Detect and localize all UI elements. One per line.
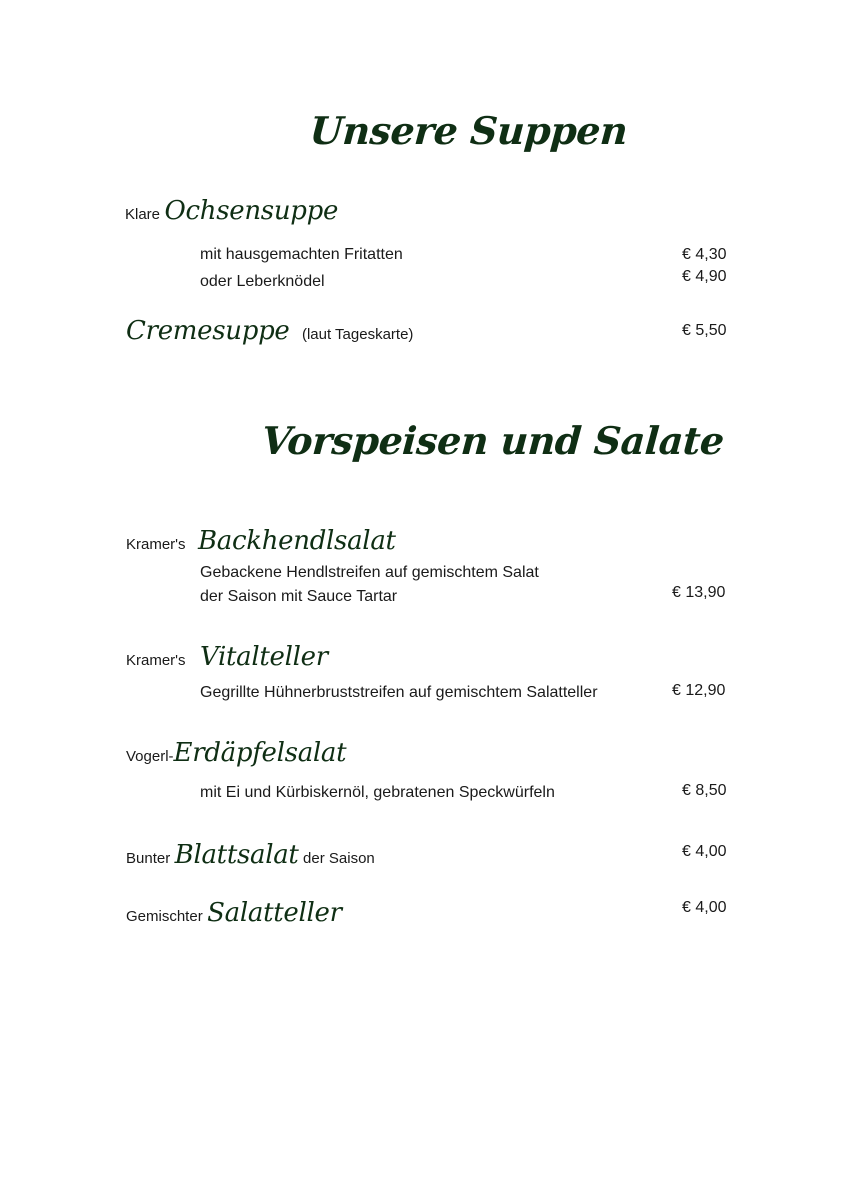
backhendl-title (126, 526, 396, 556)
cremesuppe-price: € 5,50 (682, 322, 727, 339)
backhendl-prefix: Kramer's (126, 536, 186, 553)
blatt-suffix: der Saison (303, 850, 375, 867)
ochsensuppe-price2: € 4,90 (682, 268, 727, 285)
ochsensuppe-line1: mit hausgemachten Fritatten (200, 246, 403, 263)
gemischt-prefix: Gemischter (126, 908, 203, 925)
soups-heading: Unsere Suppen (308, 108, 629, 153)
cremesuppe-note: (laut Tageskarte) (301, 326, 414, 343)
backhendl-name: Backhendlsalat (198, 526, 396, 556)
erdapfel-name: Erdäpfelsalat (173, 738, 347, 768)
backhendl-line1: Gebackene Hendlstreifen auf gemischtem Salat (200, 564, 539, 581)
cremesuppe-name: Cremesuppe (126, 316, 290, 346)
vital-line1: Gegrillte Hühnerbruststreifen auf gemischtem Salatteller (200, 684, 598, 701)
erdapfel-title (126, 738, 346, 768)
vital-prefix: Kramer's (126, 652, 186, 669)
gemischt-title (126, 898, 342, 928)
ochsensuppe-name: Ochsensuppe (164, 196, 339, 226)
gemischt-price: € 4,00 (682, 899, 727, 916)
erdapfel-line1: mit Ei und Kürbiskernöl, gebratenen Speckwürfeln (200, 784, 555, 801)
cremesuppe-title (126, 316, 413, 346)
starters-heading: Vorspeisen und Salate (260, 418, 726, 463)
ochsensuppe-title (125, 196, 338, 226)
blatt-prefix: Bunter (126, 850, 171, 867)
ochsensuppe-price1: € 4,30 (682, 246, 727, 263)
blatt-price: € 4,00 (682, 843, 727, 860)
backhendl-line2: der Saison mit Sauce Tartar (200, 588, 398, 605)
vital-name: Vitalteller (200, 642, 328, 672)
erdapfel-prefix: Vogerl- (126, 748, 174, 765)
erdapfel-price: € 8,50 (682, 782, 727, 799)
ochsensuppe-prefix: Klare (125, 206, 161, 223)
vital-title (126, 642, 328, 672)
blatt-title (126, 840, 375, 870)
backhendl-price: € 13,90 (672, 584, 726, 601)
vital-price: € 12,90 (672, 682, 726, 699)
ochsensuppe-line2: oder Leberknödel (200, 273, 325, 290)
blatt-name: Blattsalat (174, 840, 299, 870)
gemischt-name: Salatteller (207, 898, 342, 928)
